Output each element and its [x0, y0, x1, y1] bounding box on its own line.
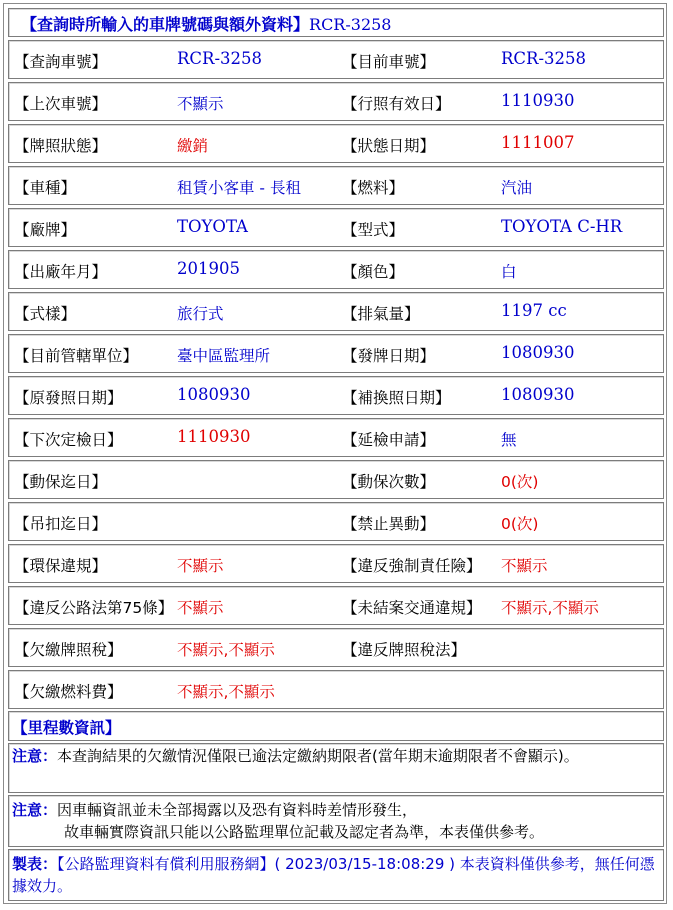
info-row	[8, 628, 664, 667]
field-value: RCR-3258	[177, 49, 263, 68]
field-value: 無	[501, 431, 517, 449]
field-value: 租賃小客車 - 長租	[177, 179, 301, 197]
field-label: 【牌照狀態】	[14, 137, 108, 155]
field-value: 不顯示	[177, 599, 224, 617]
title-prefix: 【查詢時所輸入的車牌號碼與額外資料】	[21, 15, 310, 34]
field-value: 不顯示,不顯示	[177, 641, 275, 659]
field-label: 【環保違規】	[14, 557, 108, 575]
field-label: 【行照有效日】	[342, 95, 451, 113]
field-label: 【廠牌】	[14, 221, 77, 239]
note-2-line1: 因車輛資訊並未全部揭露以及恐有資料時差情形發生，	[57, 801, 418, 819]
field-value: 1111007	[501, 133, 575, 152]
info-row	[8, 376, 664, 415]
mileage-header-bar	[8, 711, 664, 741]
field-value: 1080930	[501, 385, 575, 404]
info-row	[8, 124, 664, 163]
field-value: 0(次)	[501, 515, 539, 533]
field-label: 【違反強制責任險】	[342, 557, 482, 575]
field-label: 【出廠年月】	[14, 263, 108, 281]
info-row	[8, 586, 664, 625]
footer-block	[8, 849, 664, 901]
field-label: 【延檢申請】	[342, 431, 436, 449]
report-title	[21, 12, 391, 35]
field-label: 【查詢車號】	[14, 53, 108, 71]
field-label: 【顏色】	[342, 263, 405, 281]
field-value: TOYOTA C-HR	[501, 217, 623, 236]
field-label: 【發牌日期】	[342, 347, 436, 365]
info-row	[8, 82, 664, 121]
field-label: 【狀態日期】	[342, 137, 436, 155]
field-label: 【目前管轄單位】	[14, 347, 139, 365]
note-1-head: 注意：	[12, 747, 58, 765]
field-value: 1110930	[501, 91, 575, 110]
field-label: 【式樣】	[14, 305, 77, 323]
note-2-line2: 故車輛實際資訊只能以公路監理單位記載及認定者為準，本表僅供參考。	[64, 823, 545, 841]
field-label: 【動保迄日】	[14, 473, 108, 491]
field-value: 1080930	[177, 385, 251, 404]
info-row	[8, 502, 664, 541]
field-value: 不顯示,不顯示	[501, 599, 599, 617]
field-label: 【排氣量】	[342, 305, 420, 323]
info-row	[8, 670, 664, 709]
info-row	[8, 334, 664, 373]
field-label: 【補換照日期】	[342, 389, 451, 407]
field-label: 【型式】	[342, 221, 405, 239]
note-2	[12, 799, 658, 843]
title-plate: RCR-3258	[309, 15, 392, 34]
info-row	[8, 460, 664, 499]
field-value: 1197 cc	[501, 301, 567, 320]
field-label: 【違反牌照稅法】	[342, 641, 467, 659]
field-label: 【吊扣迄日】	[14, 515, 108, 533]
report-title-bar	[8, 8, 664, 37]
field-value: TOYOTA	[177, 217, 248, 236]
field-label: 【欠繳牌照稅】	[14, 641, 123, 659]
mileage-header: 【里程數資訊】	[12, 719, 121, 737]
field-value: 不顯示	[177, 95, 224, 113]
field-value: 0(次)	[501, 473, 539, 491]
field-label: 【燃料】	[342, 179, 405, 197]
field-value: 不顯示	[501, 557, 548, 575]
field-label: 【原發照日期】	[14, 389, 123, 407]
field-value: 1110930	[177, 427, 251, 446]
info-row	[8, 208, 664, 247]
field-label: 【上次車號】	[14, 95, 108, 113]
note-block-2	[8, 795, 664, 847]
info-row	[8, 40, 664, 79]
field-label: 【車種】	[14, 179, 77, 197]
info-row	[8, 250, 664, 289]
field-value: 201905	[177, 259, 240, 278]
field-label: 【禁止異動】	[342, 515, 436, 533]
field-value: 白	[501, 263, 517, 281]
footer-head: 製表：	[12, 855, 58, 873]
info-row	[8, 544, 664, 583]
field-label: 【動保次數】	[342, 473, 436, 491]
field-value: 1080930	[501, 343, 575, 362]
field-value: 旅行式	[177, 305, 224, 323]
note-2-head: 注意：	[12, 801, 58, 819]
note-block-1	[8, 743, 664, 793]
field-value: 汽油	[501, 179, 533, 197]
field-label: 【目前車號】	[342, 53, 436, 71]
footer-note	[12, 853, 658, 897]
field-value: 不顯示,不顯示	[177, 683, 275, 701]
info-row	[8, 292, 664, 331]
info-row	[8, 418, 664, 457]
field-label: 【違反公路法第75條】	[14, 599, 174, 617]
field-value: 臺中區監理所	[177, 347, 271, 365]
field-value: RCR-3258	[501, 49, 587, 68]
field-value: 不顯示	[177, 557, 224, 575]
info-row	[8, 166, 664, 205]
note-1-text: 本查詢結果的欠繳情況僅限已逾法定繳納期限者(當年期末逾期限者不會顯示)。	[57, 747, 579, 765]
field-label: 【未結案交通違規】	[342, 599, 482, 617]
field-value: 繳銷	[177, 137, 209, 155]
field-label: 【下次定檢日】	[14, 431, 123, 449]
footer-text: 【公路監理資料有償利用服務網】( 2023/03/15-18:08:29 ) 本表資料僅供參考，無任何憑據效力。	[12, 855, 655, 895]
field-label: 【欠繳燃料費】	[14, 683, 123, 701]
note-1	[12, 745, 658, 767]
